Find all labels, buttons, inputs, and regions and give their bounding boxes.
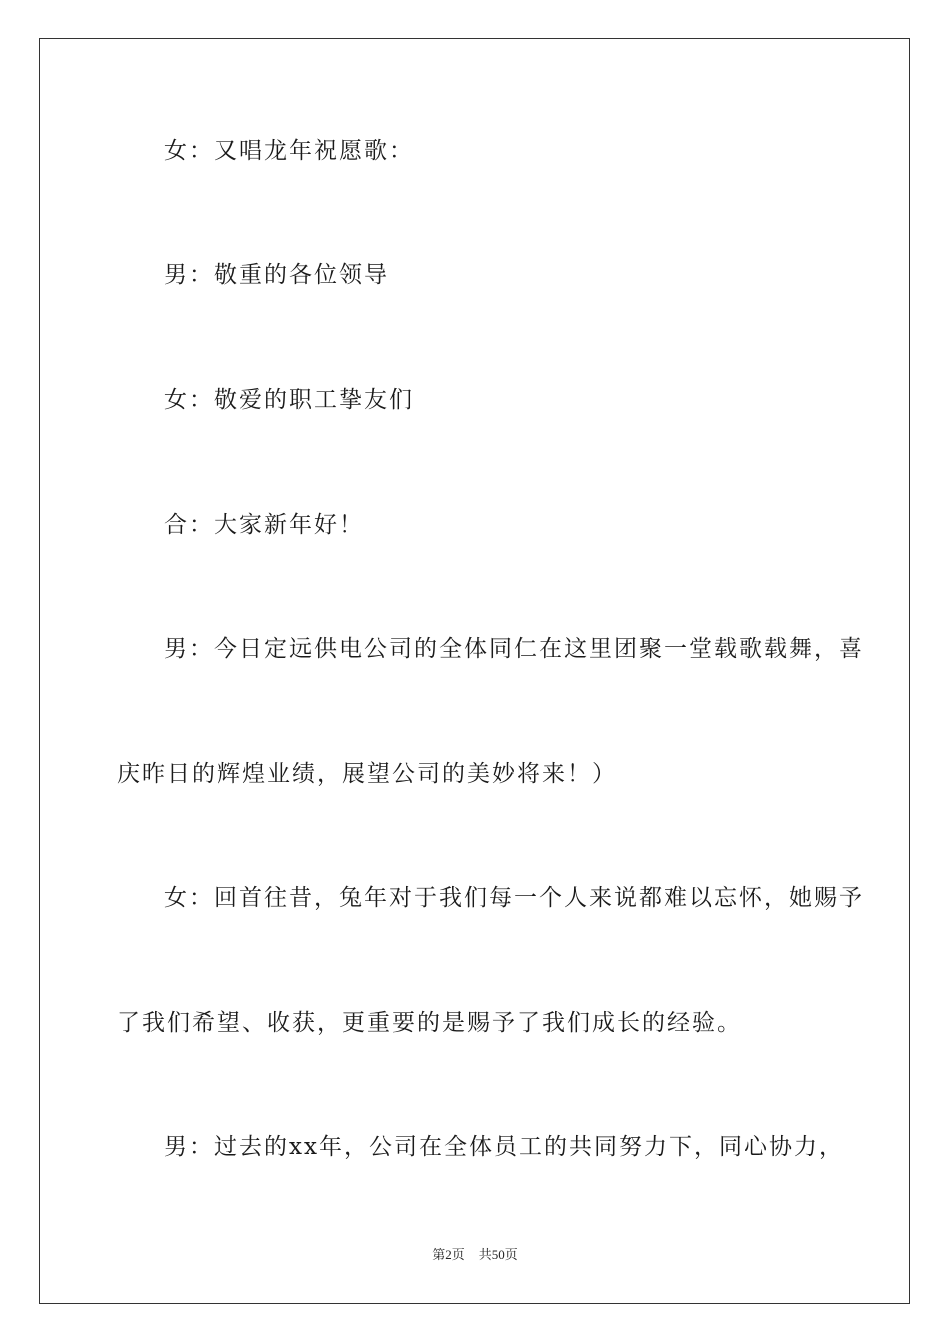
page-number: 第2页	[432, 1247, 465, 1262]
dialogue-line: 男：今日定远供电公司的全体同仁在这里团聚一堂载歌载舞，喜	[164, 636, 864, 662]
dialogue-line: 女：回首往昔，兔年对于我们每一个人来说都难以忘怀，她赐予	[164, 885, 864, 911]
page-footer	[0, 1247, 950, 1263]
dialogue-line-continuation: 了我们希望、收获，更重要的是赐予了我们成长的经验。	[117, 1010, 742, 1036]
dialogue-line-continuation: 庆昨日的辉煌业绩，展望公司的美妙将来！）	[117, 761, 617, 787]
dialogue-line: 男：敬重的各位领导	[164, 262, 389, 288]
dialogue-line: 合：大家新年好！	[164, 512, 364, 538]
page-border	[39, 38, 910, 1304]
page-total: 共50页	[478, 1247, 518, 1262]
dialogue-line: 女：敬爱的职工挚友们	[164, 387, 414, 413]
dialogue-line: 男：过去的xx年，公司在全体员工的共同努力下，同心协力，	[164, 1134, 844, 1160]
dialogue-line: 女：又唱龙年祝愿歌：	[164, 138, 414, 164]
